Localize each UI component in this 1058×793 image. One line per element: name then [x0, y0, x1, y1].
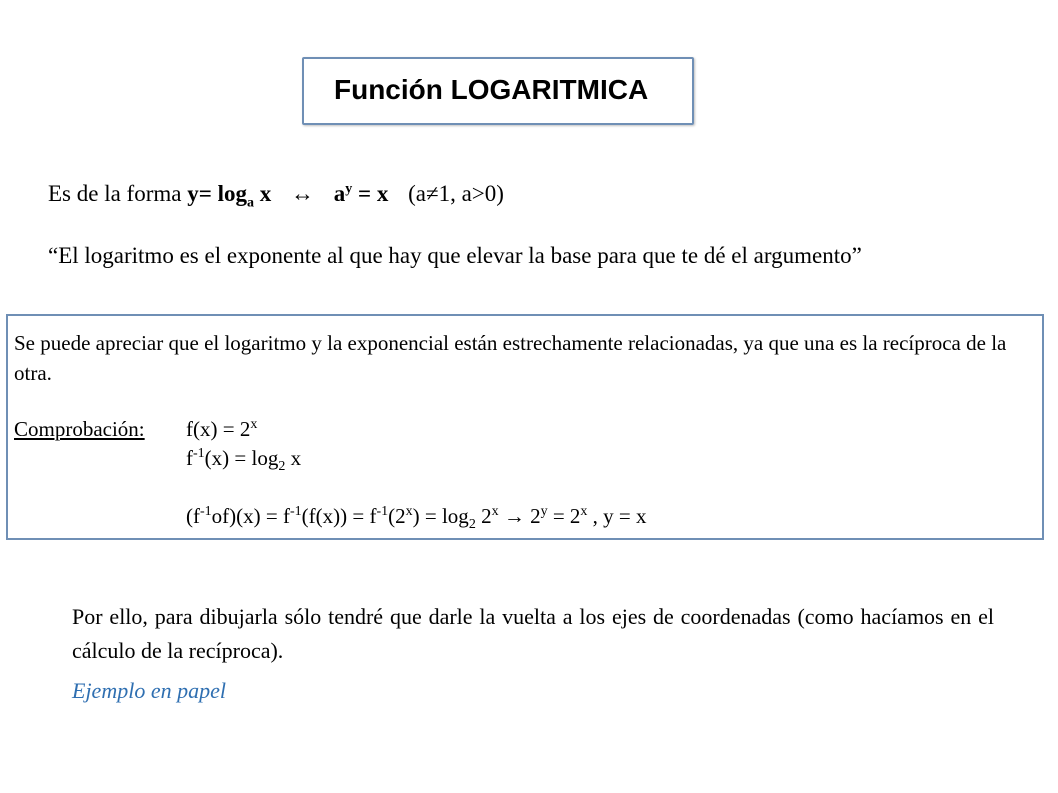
logarithm-quote: “El logaritmo es el exponente al que hay que elevar la base para que te dé el argumento” — [48, 243, 862, 268]
comp-part: (2 — [388, 504, 406, 528]
finv-base: 2 — [278, 459, 286, 475]
function-definition — [186, 417, 257, 442]
comp-part: 2 — [481, 504, 492, 528]
comp-part: , y = x — [592, 504, 647, 528]
comp-part: ) = log — [412, 504, 469, 528]
comp-sup: -1 — [200, 504, 212, 519]
f-def-exp: x — [250, 417, 258, 432]
comprobacion-label: Comprobación: — [14, 417, 145, 441]
comp-sup: y — [540, 504, 548, 519]
comp-sup: x — [405, 504, 413, 519]
inverse-definition — [186, 446, 302, 475]
definition-line — [48, 178, 504, 210]
finv-x: x — [290, 446, 302, 470]
composition-proof — [186, 504, 647, 533]
definition-eq-x: = x — [357, 181, 389, 206]
comp-sub: 2 — [468, 517, 476, 533]
definition-y-eq: y= log — [187, 181, 247, 206]
definition-arrow: ↔ — [290, 181, 314, 206]
finv-mid: (x) = log — [204, 446, 279, 470]
relation-box — [6, 314, 1044, 540]
comp-sup: x — [580, 504, 588, 519]
definition-a: a — [333, 181, 346, 206]
title-box — [302, 57, 694, 125]
comp-part: (f(x)) = f — [301, 504, 377, 528]
definition-conditions: (a≠1, a>0) — [408, 181, 504, 206]
page-title: Función LOGARITMICA — [334, 74, 649, 105]
comp-part: of)(x) = f — [211, 504, 290, 528]
finv-f: f — [186, 446, 193, 470]
example-link[interactable]: Ejemplo en papel — [72, 678, 226, 703]
definition-base: a — [246, 195, 254, 211]
comp-part: 2 — [530, 504, 541, 528]
comp-arrow: → — [503, 504, 525, 528]
comp-sup: -1 — [376, 504, 389, 519]
definition-x: x — [259, 181, 272, 206]
explanation-paragraph: Por ello, para dibujarla sólo tendré que darle la vuelta a los ejes de coordenadas (como hacíamos en el cálculo de la recíproca). — [72, 604, 994, 663]
comp-sup: -1 — [289, 504, 302, 519]
comp-sup: x — [491, 504, 499, 519]
finv-exp: -1 — [193, 446, 205, 461]
comp-part: (f — [186, 504, 200, 528]
comp-part: = 2 — [552, 504, 581, 528]
relation-text: Se puede apreciar que el logaritmo y la exponencial están estrechamente relacionadas, ya que una es la recíproca de la otra. — [14, 331, 1007, 385]
f-def-lhs: f(x) = 2 — [186, 417, 251, 441]
definition-prefix: Es de la forma — [48, 181, 182, 206]
definition-exp: y — [345, 181, 353, 197]
